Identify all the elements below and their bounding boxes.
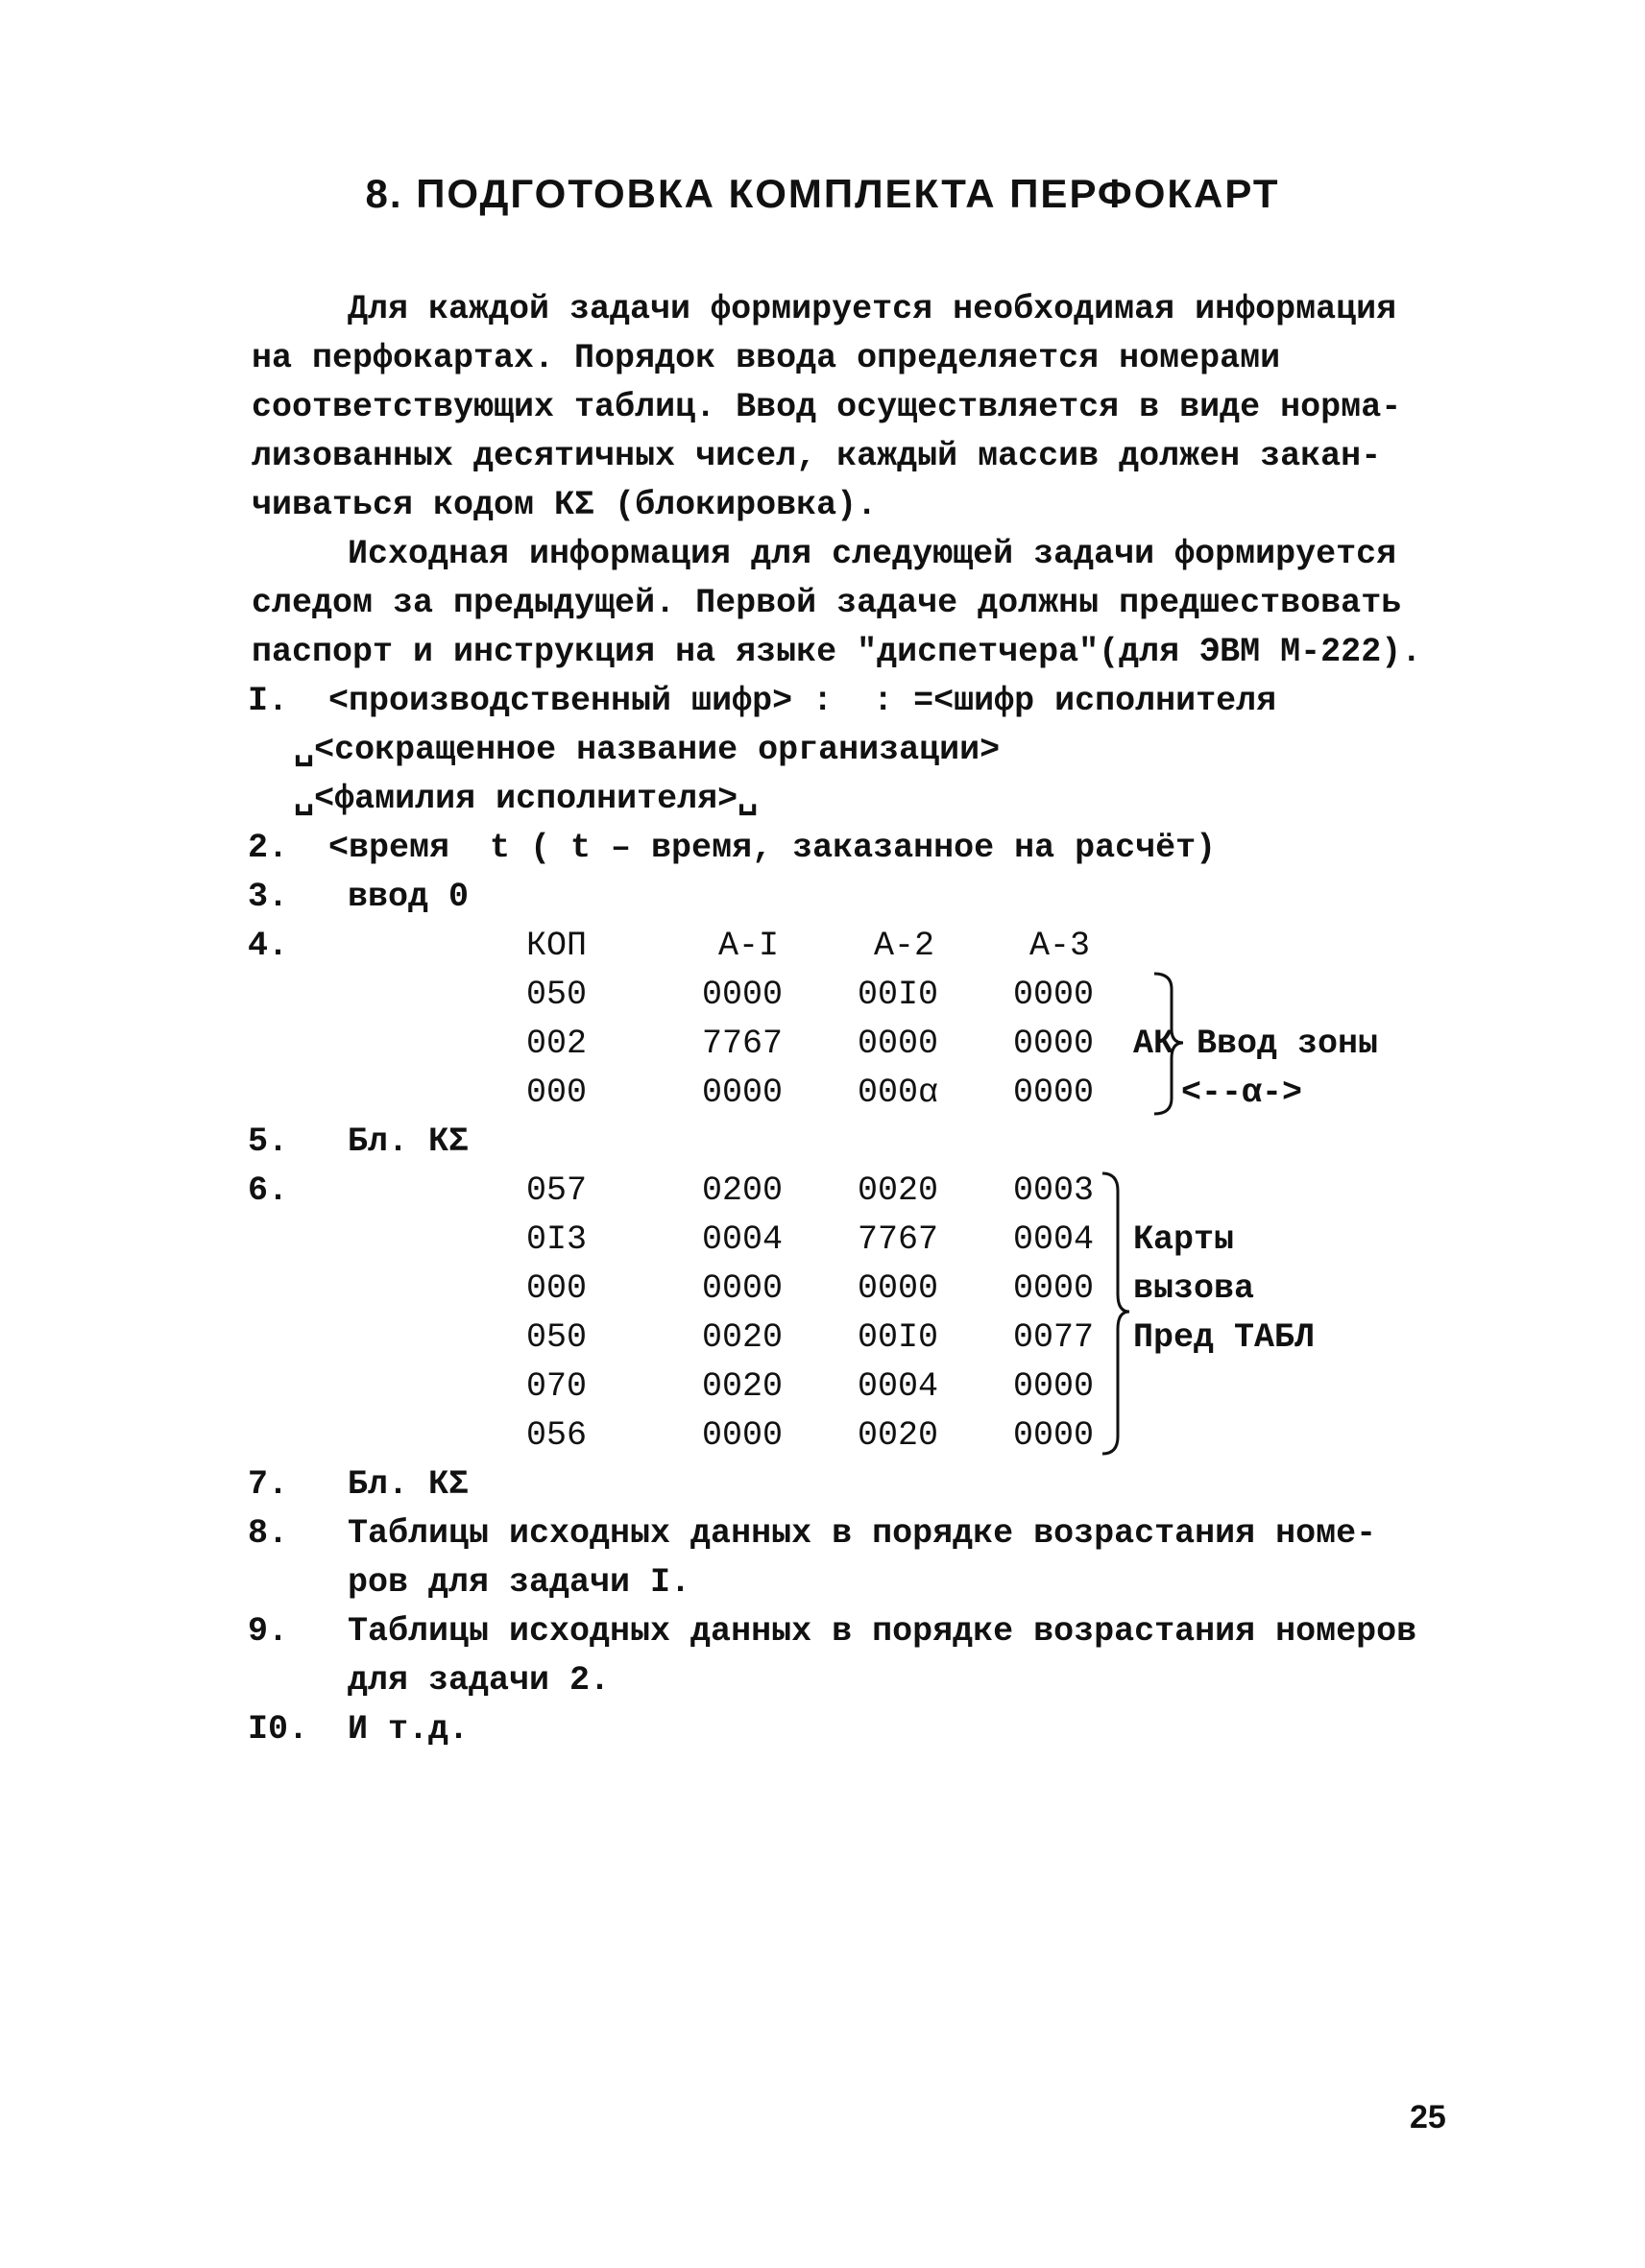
step-number: 3. — [248, 878, 289, 916]
step-line: <производственный шифр> : : =<шифр исполнителя — [328, 682, 1277, 720]
table1-cell: 000 — [526, 1074, 588, 1112]
annotation-pred-tabl: Пред ТАБЛ — [1133, 1318, 1316, 1357]
annotation-call: вызова — [1133, 1269, 1255, 1308]
para2-line: паспорт и инструкция на языке "диспетчера"(для ЭВМ М-222). — [252, 633, 1422, 671]
table2-cell: 0000 — [1013, 1367, 1095, 1406]
table2-cell: 7767 — [858, 1220, 939, 1259]
table2-cell: 000 — [526, 1269, 588, 1308]
step-number: I0. — [248, 1710, 309, 1749]
table2-cell: 0000 — [1013, 1416, 1095, 1455]
table2-cell: 070 — [526, 1367, 588, 1406]
step-number: 4. — [248, 927, 289, 965]
table2-cell: 0004 — [858, 1367, 939, 1406]
table1-cell: 7767 — [702, 1025, 784, 1063]
para1-line: на перфокартах. Порядок ввода определяется номерами — [252, 339, 1281, 377]
table1-cell: 0000 — [858, 1025, 939, 1063]
annotation-alpha: <--α-> — [1181, 1074, 1303, 1112]
para1-line: соответствующих таблиц. Ввод осуществляется в виде норма- — [252, 388, 1402, 426]
para1-line: Для каждой задачи формируется необходимая информация — [348, 290, 1397, 328]
step-line: Бл. КΣ — [348, 1465, 470, 1504]
step-number: 8. — [248, 1514, 289, 1553]
table2-cell: 0020 — [702, 1318, 784, 1357]
step-number: I. — [248, 682, 289, 720]
annotation-cards: Карты — [1133, 1220, 1235, 1259]
table2-cell: 0003 — [1013, 1171, 1095, 1210]
step-line: ␣<фамилия исполнителя>␣ — [294, 780, 759, 818]
table2-cell: 00I0 — [858, 1318, 939, 1357]
table2-cell: 0000 — [1013, 1269, 1095, 1308]
table2-cell: 0004 — [702, 1220, 784, 1259]
step-line: Бл. КΣ — [348, 1122, 470, 1161]
step-line: ввод 0 — [348, 878, 470, 916]
table1-cell: 050 — [526, 976, 588, 1014]
table1-header: А-3 — [1029, 927, 1091, 965]
step-number: 6. — [248, 1171, 289, 1210]
table1-header: А-2 — [874, 927, 935, 965]
table1-cell: 0000 — [1013, 1074, 1095, 1112]
step-line: для задачи 2. — [348, 1661, 611, 1700]
table1-cell: 0000 — [702, 976, 784, 1014]
table2-cell: 0004 — [1013, 1220, 1095, 1259]
para1-line: лизованных десятичных чисел, каждый массив должен закан- — [252, 437, 1382, 475]
table1-header: КОП — [526, 927, 588, 965]
table2-cell: 0000 — [702, 1416, 784, 1455]
annotation-ak: АК — [1133, 1025, 1174, 1063]
table2-cell: 0I3 — [526, 1220, 588, 1259]
step-line: ров для задачи I. — [348, 1563, 691, 1602]
para2-line: Исходная информация для следующей задачи формируется — [348, 535, 1397, 573]
table1-cell: 0000 — [1013, 1025, 1095, 1063]
table2-cell: 0020 — [858, 1171, 939, 1210]
step-line: Таблицы исходных данных в порядке возрастания номеров — [348, 1612, 1417, 1651]
para1-line: чиваться кодом КΣ (блокировка). — [252, 486, 878, 524]
step-line: <время t ( t – время, заказанное на расчёт) — [328, 829, 1217, 867]
annotation-zone: Ввод зоны — [1197, 1025, 1379, 1063]
page-title: 8. ПОДГОТОВКА КОМПЛЕКТА ПЕРФОКАРТ — [365, 171, 1280, 216]
table2-cell: 0020 — [702, 1367, 784, 1406]
step-line: Таблицы исходных данных в порядке возрастания номе- — [348, 1514, 1377, 1553]
table2-cell: 050 — [526, 1318, 588, 1357]
table2-cell: 056 — [526, 1416, 588, 1455]
table1-cell: 0000 — [1013, 976, 1095, 1014]
table1-header: А-I — [718, 927, 780, 965]
table2-cell: 0000 — [858, 1269, 939, 1308]
table2-cell: 0000 — [702, 1269, 784, 1308]
step-number: 9. — [248, 1612, 289, 1651]
table2-cell: 0200 — [702, 1171, 784, 1210]
table1-cell: 0000 — [702, 1074, 784, 1112]
table1-cell: 002 — [526, 1025, 588, 1063]
step-line: И т.д. — [348, 1710, 470, 1749]
table2-cell: 0077 — [1013, 1318, 1095, 1357]
table1-cell: 00I0 — [858, 976, 939, 1014]
step-number: 2. — [248, 829, 289, 867]
page-number: 25 — [1410, 2099, 1446, 2135]
step-number: 5. — [248, 1122, 289, 1161]
step-number: 7. — [248, 1465, 289, 1504]
table2-brace — [1099, 1170, 1137, 1458]
para2-line: следом за предыдущей. Первой задаче должны предшествовать — [252, 584, 1402, 622]
step-line: ␣<сокращенное название организации> — [294, 731, 1001, 769]
table2-cell: 0020 — [858, 1416, 939, 1455]
table1-cell: 000α — [858, 1074, 939, 1112]
table2-cell: 057 — [526, 1171, 588, 1210]
